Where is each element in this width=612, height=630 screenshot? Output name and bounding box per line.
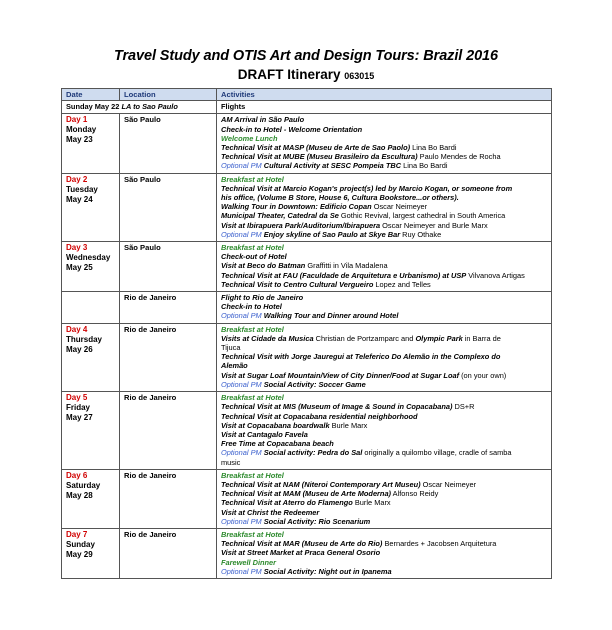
activity-line [221, 439, 548, 448]
activity-line [221, 489, 548, 498]
activity-line [221, 202, 548, 211]
activity-line [221, 421, 548, 430]
activity-segment: Technical Visit at Aterro do Flamengo [221, 498, 353, 508]
activity-line [221, 211, 548, 220]
activity-segment: in Barra de [462, 333, 501, 343]
activity-segment: Optional PM [221, 311, 264, 321]
activity-line [221, 558, 548, 567]
activity-line [221, 334, 548, 343]
activity-segment: Check-out of Hotel [221, 252, 287, 262]
activity-line [221, 243, 548, 252]
activity-segment: Social Activity: Soccer Game [263, 379, 366, 389]
day-row [62, 114, 552, 173]
activity-segment: Olympic Park [415, 333, 463, 343]
day-weekday: Thursday [66, 334, 103, 344]
day-row [62, 173, 552, 241]
header-row [62, 89, 552, 101]
activity-line [221, 343, 548, 352]
day-location: Rio de Janeiro [120, 392, 217, 470]
day-activities [217, 392, 552, 470]
header-date: Date [62, 89, 120, 101]
activity-segment: Paulo Mendes de Rocha [417, 152, 501, 162]
day-weekday: Tuesday [66, 184, 98, 194]
day-label: Day 6 [66, 470, 88, 480]
activity-line [221, 125, 548, 134]
day-date-cell [62, 292, 120, 324]
activity-segment: (Volume B Store, House 6, Cultura Bookstore...or others). [257, 193, 459, 203]
activity-segment: Alfonso Reidy [391, 489, 439, 499]
activity-segment: Visit at Beco do Batman [221, 261, 306, 271]
activity-segment: Oscar Neimeyer and Burle Marx [380, 220, 488, 230]
day-date-cell [62, 173, 120, 241]
activity-segment: Municipal Theater, Catedral da Se [221, 211, 339, 221]
activity-segment: Technical Visit with Jorge Jauregui at Teleferico Do Alemão in the Complexo do [221, 352, 501, 362]
day-date: May 25 [66, 263, 93, 273]
day-activities [217, 173, 552, 241]
day-date: May 28 [66, 490, 93, 500]
day-weekday: Sunday [66, 539, 95, 549]
activity-line [221, 380, 548, 389]
activity-line [221, 448, 548, 457]
activity-segment: music [221, 457, 241, 467]
document-subtitle [0, 67, 612, 82]
activity-segment: Social Activity: Night out in Ipanema [263, 566, 392, 576]
day-row [62, 469, 552, 528]
activity-line [221, 412, 548, 421]
activity-line [221, 152, 548, 161]
activity-segment: Breakfast at Hotel [221, 243, 284, 253]
travel-location: LA to Sao Paulo [121, 102, 178, 112]
day-label: Day 1 [66, 115, 88, 125]
activity-line [221, 293, 548, 302]
activity-segment: Optional PM [221, 516, 264, 526]
activity-segment: (on your own) [459, 370, 507, 380]
activity-segment: Visit at Christ the Redeemer [221, 507, 320, 517]
activity-segment: Tijuca [221, 343, 241, 353]
activity-segment: Social Activity: Rio Scenarium [263, 516, 371, 526]
activity-segment: AM Arrival in São Paulo [221, 115, 305, 125]
activity-segment: Technical Visit at FAU [221, 270, 300, 280]
activity-segment: Visit at Ibirapuera Park/Auditorium/Ibirapuera [221, 220, 381, 230]
day-date-cell [62, 528, 120, 578]
day-location: São Paulo [120, 114, 217, 173]
day-date-cell [62, 392, 120, 470]
activity-line [221, 361, 548, 370]
activity-line [221, 271, 548, 280]
activity-line [221, 230, 548, 239]
activity-segment: Farewell Dinner [221, 557, 277, 567]
header-location: Location [120, 89, 217, 101]
day-activities [217, 114, 552, 173]
activity-line [221, 430, 548, 439]
day-activities [217, 323, 552, 391]
day-weekday: Saturday [66, 480, 101, 490]
activity-segment: Visit at Cantagalo Favela [221, 429, 308, 439]
activity-line [221, 193, 548, 202]
travel-date: Sunday May 22 [66, 102, 120, 112]
activity-segment: Technical Visit at NAM [221, 479, 302, 489]
activity-segment: Lina Bo Bardi [410, 143, 457, 153]
day-activities [217, 292, 552, 324]
activity-line [221, 280, 548, 289]
activity-line [221, 539, 548, 548]
activity-line [221, 143, 548, 152]
document-title: Travel Study and OTIS Art and Design Tours: Brazil 2016 [114, 48, 498, 64]
activity-segment: Enjoy skyline of Sao Paulo at Skye Bar [263, 229, 401, 239]
day-date-cell [62, 323, 120, 391]
activity-segment: Welcome Lunch [221, 133, 278, 143]
activity-line [221, 352, 548, 361]
day-location: São Paulo [120, 242, 217, 292]
day-date: May 26 [66, 344, 93, 354]
activity-segment: Technical Visit at Marcio Kogan's project(s) led by Marcio Kogan, or someone from [221, 183, 513, 193]
activity-line [221, 261, 548, 270]
activity-segment: DS+R [452, 402, 475, 412]
subtitle-code: 063015 [344, 71, 375, 81]
activity-segment: Visit at Street Market at Praca General Osorio [221, 548, 381, 558]
itinerary-body [62, 101, 552, 579]
activity-segment: Bernardes + Jacobsen Arquitetura [382, 539, 497, 549]
day-row [62, 392, 552, 470]
day-label: Day 4 [66, 324, 88, 334]
activity-segment: Technical Visit at MAR [221, 539, 302, 549]
day-date-cell [62, 469, 120, 528]
activity-line [221, 302, 548, 311]
activity-line [221, 530, 548, 539]
activity-line [221, 252, 548, 261]
activity-segment: (Museu de Arte Moderna) [302, 489, 392, 499]
activity-segment: Vilvanova Artigas [466, 270, 525, 280]
activity-segment: Christian de Portzamparc and [313, 333, 416, 343]
activity-segment: (Faculdade de Arquitetura e Urbanismo) [299, 270, 441, 280]
activity-segment: (Museu Brasileiro da Escultura) [306, 152, 418, 162]
activity-line [221, 325, 548, 334]
activity-segment: Flight to Rio de Janeiro [221, 293, 304, 303]
travel-activity: Flights [217, 101, 552, 114]
activity-line [221, 567, 548, 576]
activity-line [221, 498, 548, 507]
activity-segment: (Museum of Image & Sound in Copacabana) [298, 402, 453, 412]
activity-segment: Burle Marx [329, 420, 368, 430]
day-label: Day 7 [66, 529, 88, 539]
day-weekday: Friday [66, 403, 91, 413]
activity-line [221, 134, 548, 143]
activity-line [221, 517, 548, 526]
activity-segment: (Museu de Arte do Rio) [301, 539, 383, 549]
itinerary-table [61, 88, 552, 579]
day-weekday: Wednesday [66, 253, 111, 263]
activity-segment: Optional PM [221, 566, 264, 576]
activity-segment: Dinner/Food at Sugar Loaf [366, 370, 460, 380]
travel-row [62, 101, 552, 114]
day-row [62, 323, 552, 391]
activity-segment: Social activity: Pedra do Sal [263, 448, 363, 458]
activity-segment: Check-in to Hotel - Welcome Orientation [221, 124, 363, 134]
activity-line [221, 161, 548, 170]
activity-segment: Optional PM [221, 379, 264, 389]
activity-segment: Walking Tour in Downtown: Edificio Copan [221, 202, 372, 212]
activity-line [221, 184, 548, 193]
activity-segment: Lina Bo Bardi [401, 161, 448, 171]
activity-segment: Breakfast at Hotel [221, 529, 284, 539]
day-label: Day 2 [66, 174, 88, 184]
activity-segment: Breakfast at Hotel [221, 174, 284, 184]
day-location: Rio de Janeiro [120, 292, 217, 324]
activity-segment: Visit at Sugar Loaf Mountain/View of City [221, 370, 367, 380]
day-label: Day 5 [66, 393, 88, 403]
activity-line [221, 480, 548, 489]
activity-segment: Oscar Neimeyer [420, 479, 477, 489]
day-date-cell [62, 242, 120, 292]
day-row [62, 292, 552, 324]
activity-line [221, 393, 548, 402]
activity-segment: Breakfast at Hotel [221, 324, 284, 334]
subtitle-text: DRAFT Itinerary [237, 67, 341, 82]
activity-segment: Technical Visit at MUBE [221, 152, 307, 162]
activity-segment: (Museu de Arte de Sao Paolo) [306, 143, 411, 153]
day-date-cell [62, 114, 120, 173]
day-date: May 29 [66, 549, 93, 559]
activity-segment: Optional PM [221, 161, 264, 171]
activity-segment: his office, [221, 193, 258, 203]
activity-line [221, 311, 548, 320]
day-location: Rio de Janeiro [120, 469, 217, 528]
activity-segment: Check-in to Hotel [221, 302, 282, 312]
activity-segment: Breakfast at Hotel [221, 470, 284, 480]
activity-line [221, 371, 548, 380]
day-activities [217, 242, 552, 292]
activity-segment: Alemão [221, 361, 248, 371]
activity-line [221, 458, 548, 467]
activity-segment: Oscar Neimeyer [371, 202, 428, 212]
activity-segment: at USP [440, 270, 467, 280]
day-date: May 27 [66, 413, 93, 423]
activity-segment: Optional PM [221, 448, 264, 458]
activity-line [221, 221, 548, 230]
day-label: Day 3 [66, 243, 88, 253]
activity-segment: Ruy Othake [400, 229, 442, 239]
activity-segment: Technical Visit at MAM [221, 489, 303, 499]
activity-segment: Technical Visit to Centro Cultural Vergueiro [221, 279, 374, 289]
activity-line [221, 402, 548, 411]
activity-segment: Free Time at Copacabana beach [221, 439, 334, 449]
travel-row-date-location [62, 101, 217, 114]
activity-segment: Technical Visit at MASP [221, 143, 307, 153]
activity-line [221, 115, 548, 124]
day-location: São Paulo [120, 173, 217, 241]
day-row [62, 242, 552, 292]
activity-segment: Graffitti in Vila Madalena [305, 261, 388, 271]
day-date: May 24 [66, 194, 93, 204]
activity-line [221, 508, 548, 517]
activity-segment: Optional PM [221, 229, 264, 239]
day-location: Rio de Janeiro [120, 528, 217, 578]
day-row [62, 528, 552, 578]
day-date: May 23 [66, 135, 93, 145]
day-activities [217, 469, 552, 528]
activity-segment: Lopez and Telles [373, 279, 431, 289]
activity-segment: Breakfast at Hotel [221, 393, 284, 403]
day-weekday: Monday [66, 125, 97, 135]
activity-line [221, 175, 548, 184]
activity-segment: originally a quilombo village, cradle of samba [362, 448, 512, 458]
activity-segment: Visits at Cidade da Musica [221, 333, 314, 343]
activity-line [221, 471, 548, 480]
day-location: Rio de Janeiro [120, 323, 217, 391]
activity-segment: Gothic Revival, largest cathedral in South America [338, 211, 506, 221]
activity-segment: Burle Marx [352, 498, 391, 508]
activity-segment: Technical Visit at MIS [221, 402, 299, 412]
activity-segment: Visit at Copacabana boardwalk [221, 420, 330, 430]
header-activities: Activities [217, 89, 552, 101]
activity-segment: Walking Tour and Dinner around Hotel [263, 311, 399, 321]
activity-line [221, 548, 548, 557]
activity-segment: (Niteroi Contemporary Art Museu) [301, 479, 421, 489]
day-activities [217, 528, 552, 578]
activity-segment: Cultural Activity at SESC Pompeia TBC [263, 161, 402, 171]
activity-segment: Technical Visit at Copacabana residential neighborhood [221, 411, 418, 421]
